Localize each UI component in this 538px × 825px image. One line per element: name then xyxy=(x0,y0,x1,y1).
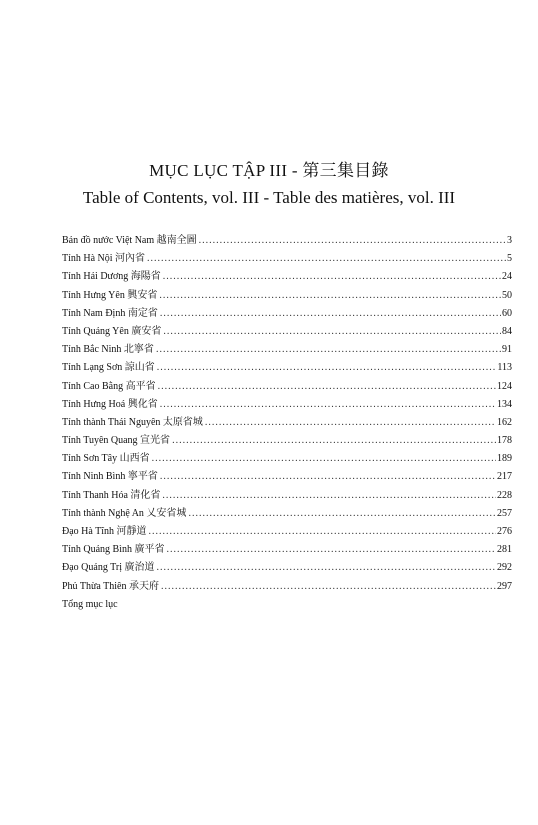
toc-entry-label: Tỉnh Hưng Yên 興安省 xyxy=(62,289,158,301)
leader-dots xyxy=(160,396,496,414)
leader-dots xyxy=(160,468,496,486)
toc-entry-page: 217 xyxy=(497,471,512,483)
toc-entry-label: Đạo Quảng Trị 廣治道 xyxy=(62,562,155,574)
toc-entry[interactable] xyxy=(62,305,512,323)
toc-entry-page: 60 xyxy=(502,307,512,319)
toc-entry[interactable] xyxy=(62,578,512,596)
toc-entry-label: Tổng mục lục xyxy=(62,598,118,610)
toc-entry[interactable] xyxy=(62,505,512,523)
toc-entry-page: 228 xyxy=(497,489,512,501)
toc-entry-label: Phủ Thừa Thiên 承天府 xyxy=(62,580,159,592)
toc-entry-page: 189 xyxy=(497,453,512,465)
leader-dots xyxy=(160,305,501,323)
leader-dots xyxy=(157,559,496,577)
toc-entry-label: Đạo Hà Tĩnh 河靜道 xyxy=(62,526,147,537)
toc-entry[interactable] xyxy=(62,341,512,359)
toc-entry-label: Tỉnh thành Nghệ An 乂安省城 xyxy=(62,507,187,519)
leader-dots xyxy=(199,232,506,250)
toc-entry[interactable] xyxy=(62,523,512,541)
toc-entry-page: 84 xyxy=(502,325,512,337)
toc-entry-page: 276 xyxy=(497,526,512,537)
toc-entry[interactable] xyxy=(62,432,512,450)
toc-entry[interactable] xyxy=(62,250,512,268)
toc-entry-label: Tỉnh Hải Dương 海陽省 xyxy=(62,271,161,283)
toc-entry-page: 281 xyxy=(497,544,512,556)
toc-entry[interactable] xyxy=(62,487,512,505)
toc-entry-page: 162 xyxy=(497,416,512,428)
toc-entry[interactable] xyxy=(62,596,512,614)
toc-entry-page: 297 xyxy=(497,580,512,592)
toc-entry[interactable] xyxy=(62,287,512,305)
toc-entry-label: Tỉnh Quảng Yên 廣安省 xyxy=(62,325,162,337)
toc-entry-label: Tỉnh Hưng Hoá 興化省 xyxy=(62,398,158,410)
leader-dots xyxy=(162,487,496,505)
toc-entry-label: Tỉnh thành Thái Nguyên 太原省城 xyxy=(62,416,203,428)
toc-entry-label: Tỉnh Ninh Bình 寧平省 xyxy=(62,471,158,483)
toc-entry[interactable] xyxy=(62,396,512,414)
page-subtitle: Table of Contents, vol. III - Table des matières, vol. III xyxy=(82,188,456,207)
toc-entry-page: 113 xyxy=(497,362,512,374)
page-title: MỤC LỤC TẬP III - 第三集目錄 xyxy=(149,161,389,180)
toc-entry-page: 124 xyxy=(497,380,512,392)
leader-dots xyxy=(163,268,501,286)
toc-entry-page: 5 xyxy=(507,253,512,265)
toc-entry-page: 257 xyxy=(497,507,512,519)
toc-entry[interactable] xyxy=(62,323,512,341)
toc-entry-label: Tỉnh Nam Định 南定省 xyxy=(62,307,158,319)
toc-entry-label: Tỉnh Lạng Sơn 諒山省 xyxy=(62,362,155,374)
toc-entry-label: Tỉnh Tuyên Quang 宣光省 xyxy=(62,435,171,447)
toc-entry[interactable] xyxy=(62,268,512,286)
table-of-contents xyxy=(62,232,512,614)
toc-entry[interactable] xyxy=(62,359,512,377)
toc-entry-label: Bản đồ nước Việt Nam 越南全圖 xyxy=(62,235,197,246)
leader-dots xyxy=(152,450,496,468)
toc-entry-page: 50 xyxy=(502,289,512,301)
leader-dots xyxy=(163,323,501,341)
toc-entry-label: Tỉnh Sơn Tây 山西省 xyxy=(62,453,150,465)
toc-entry[interactable] xyxy=(62,232,512,250)
toc-entry-label: Tỉnh Hà Nội 河內省 xyxy=(62,253,146,265)
toc-entry-page: 91 xyxy=(502,344,512,356)
toc-entry[interactable] xyxy=(62,414,512,432)
toc-entry-page: 178 xyxy=(497,435,512,447)
leader-dots xyxy=(188,505,496,523)
toc-entry-label: Tỉnh Quảng Bình 廣平省 xyxy=(62,544,165,556)
leader-dots xyxy=(147,250,506,268)
toc-entry-page: 3 xyxy=(507,235,512,246)
leader-dots xyxy=(159,287,501,305)
toc-entry[interactable] xyxy=(62,559,512,577)
toc-entry[interactable] xyxy=(62,450,512,468)
toc-entry-page: 292 xyxy=(497,562,512,574)
leader-dots xyxy=(167,541,497,559)
leader-dots xyxy=(205,414,496,432)
toc-entry-page: 24 xyxy=(502,271,512,283)
toc-entry-label: Tỉnh Cao Bằng 高平省 xyxy=(62,380,156,392)
toc-entry[interactable] xyxy=(62,541,512,559)
leader-dots xyxy=(161,578,496,596)
leader-dots xyxy=(158,378,496,396)
toc-entry-label: Tỉnh Thanh Hóa 清化省 xyxy=(62,489,161,501)
toc-entry[interactable] xyxy=(62,378,512,396)
toc-entry-page: 134 xyxy=(497,398,512,410)
leader-dots xyxy=(149,523,496,541)
leader-dots xyxy=(156,341,501,359)
toc-entry[interactable] xyxy=(62,468,512,486)
toc-entry-label: Tỉnh Bắc Ninh 北寧省 xyxy=(62,344,154,356)
leader-dots xyxy=(172,432,496,450)
leader-dots xyxy=(157,359,497,377)
